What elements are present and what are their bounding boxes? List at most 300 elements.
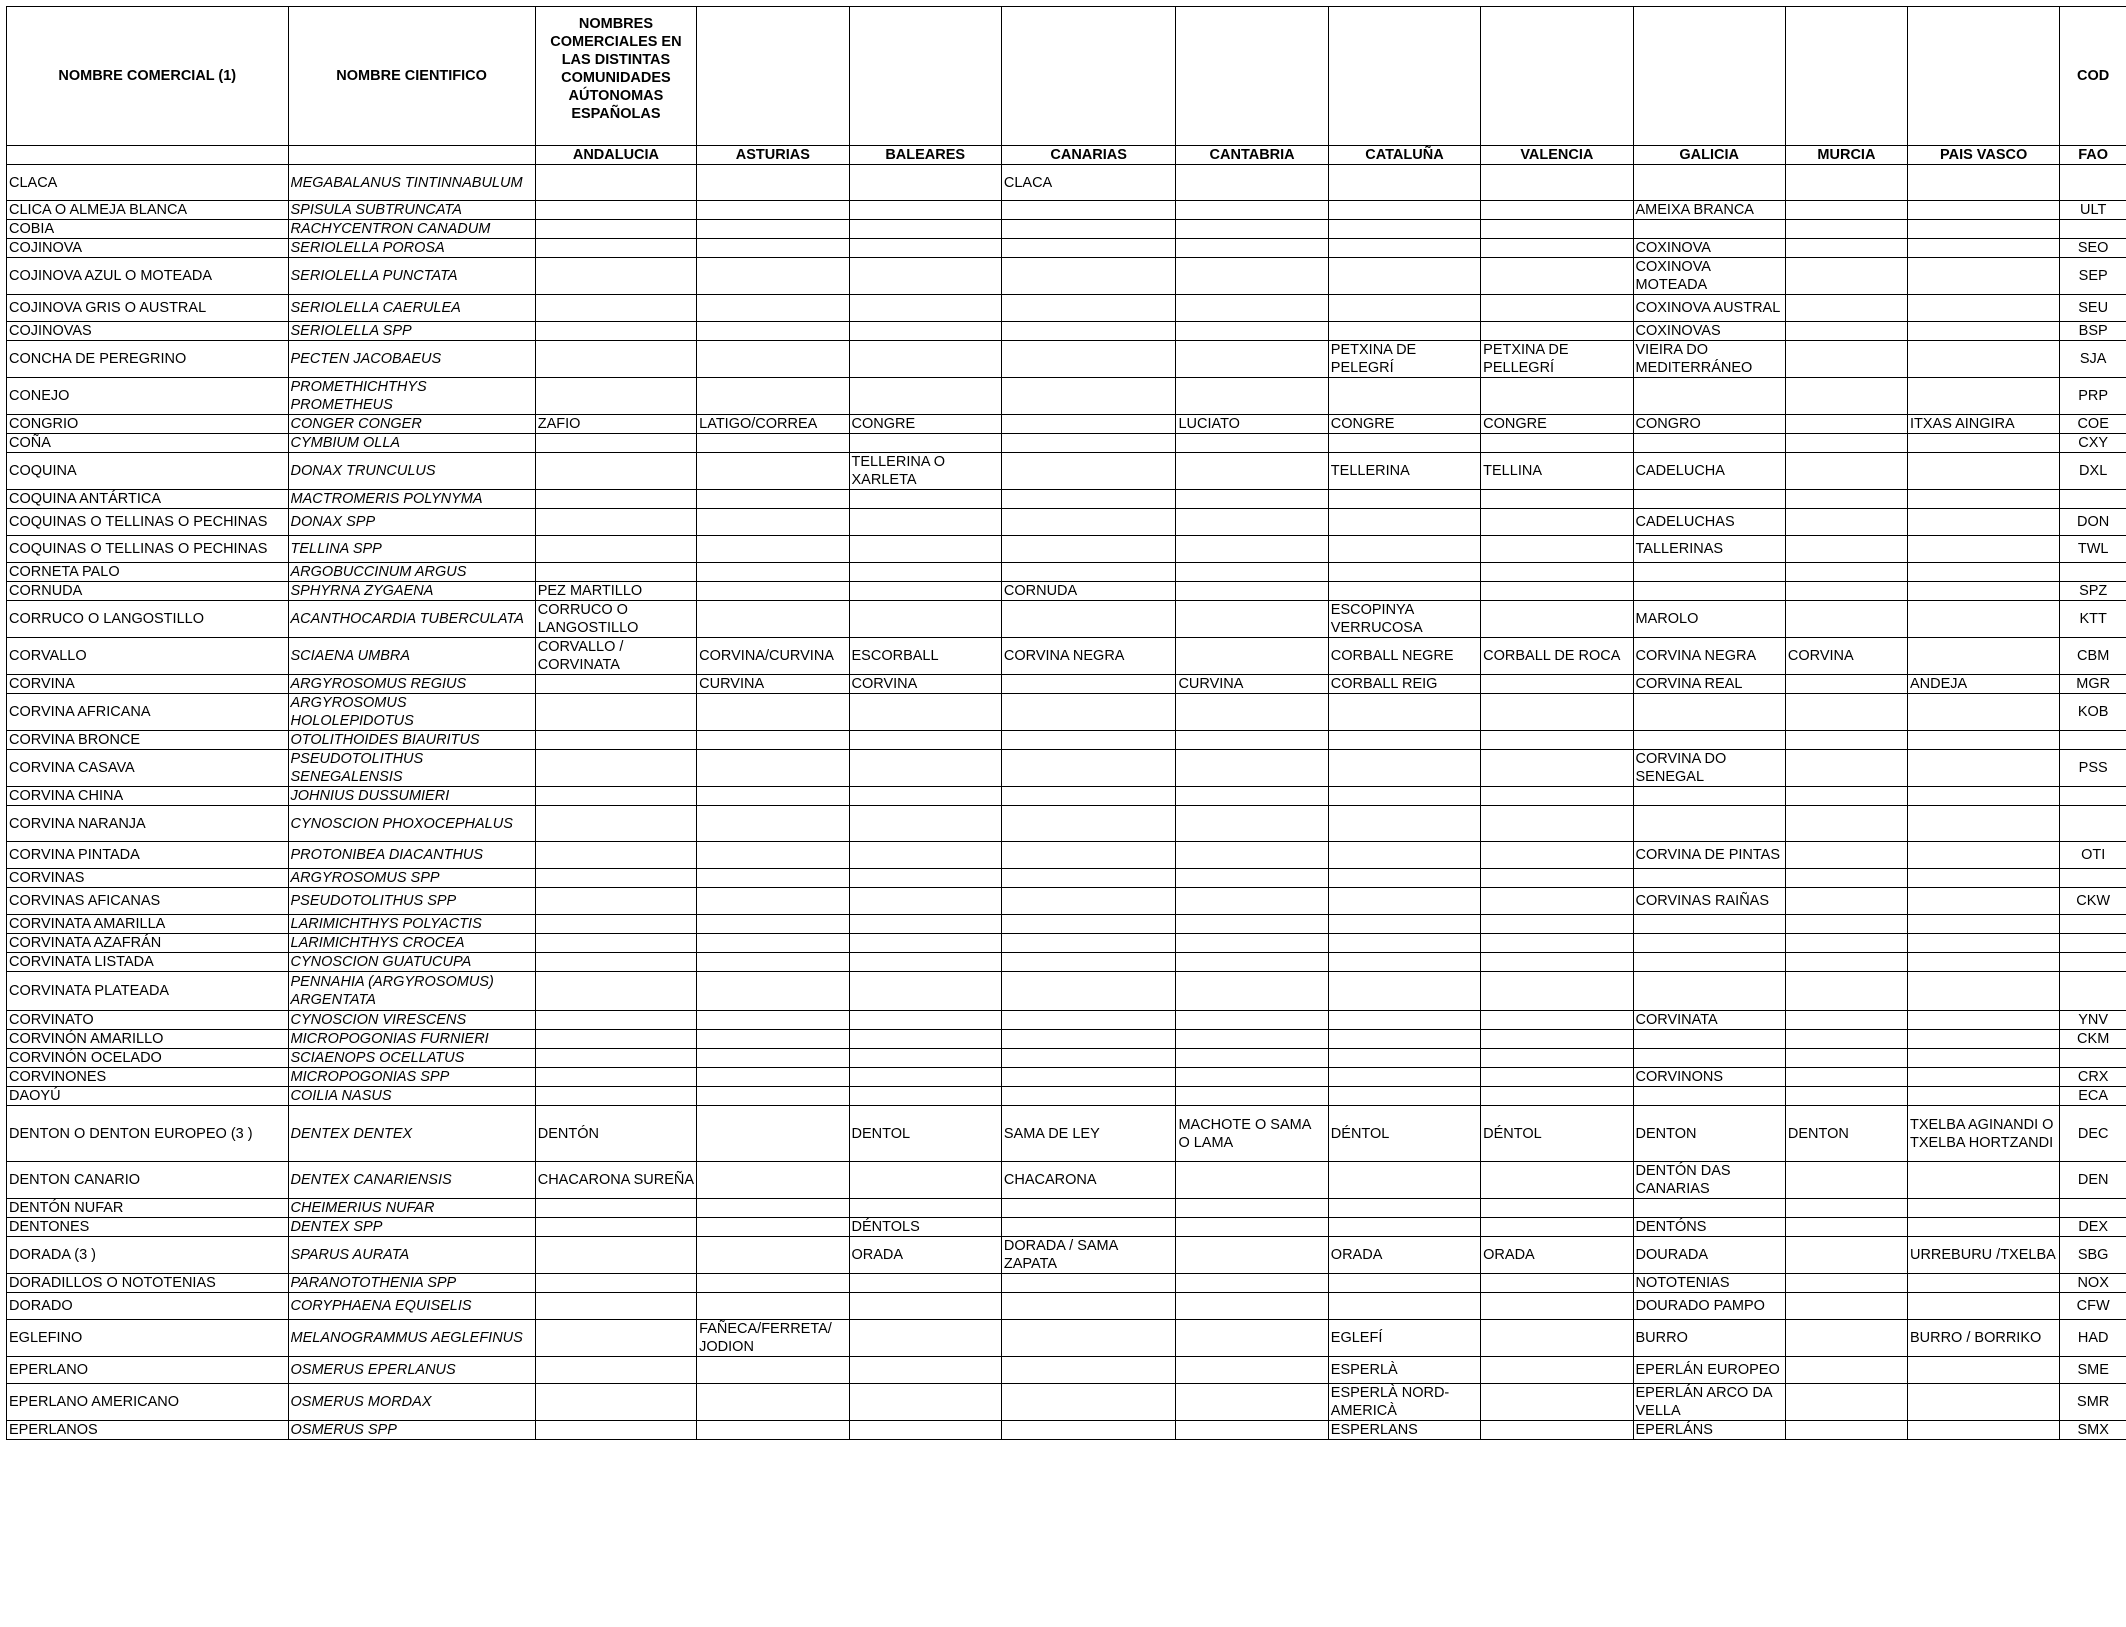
cell-region-name <box>1481 601 1633 638</box>
table-row <box>7 675 2126 694</box>
cell-region-name <box>1481 750 1633 787</box>
table-row <box>7 1237 2126 1274</box>
table-row <box>7 322 2126 341</box>
cell-region-name <box>1785 341 1907 378</box>
cell-region-name: AMEIXA BRANCA <box>1633 201 1785 220</box>
cell-region-name <box>1001 509 1176 536</box>
header-region: GALICIA <box>1633 146 1785 165</box>
table-row <box>7 1320 2126 1357</box>
cell-nombre-cientifico: DONAX TRUNCULUS <box>288 453 535 490</box>
cell-region-name <box>535 1237 696 1274</box>
cell-region-name <box>1785 1320 1907 1357</box>
cell-region-name: COXINOVA AUSTRAL <box>1633 295 1785 322</box>
cell-region-name <box>1176 239 1328 258</box>
cell-region-name: CORVINA NEGRA <box>1633 638 1785 675</box>
cell-region-name <box>1176 806 1328 842</box>
cell-region-name: ESPERLANS <box>1328 1421 1480 1440</box>
cell-region-name <box>1785 201 1907 220</box>
cell-region-name <box>535 322 696 341</box>
cell-fao-code: DON <box>2060 509 2126 536</box>
cell-region-name <box>849 1068 1001 1087</box>
cell-region-name <box>849 1049 1001 1068</box>
cell-region-name <box>1907 378 2059 415</box>
cell-region-name <box>1785 842 1907 869</box>
cell-region-name <box>1785 601 1907 638</box>
cell-region-name <box>1907 322 2059 341</box>
cell-region-name <box>849 750 1001 787</box>
cell-region-name <box>849 536 1001 563</box>
cell-region-name <box>1001 1087 1176 1106</box>
table-row <box>7 694 2126 731</box>
cell-region-name <box>1481 536 1633 563</box>
cell-nombre-cientifico: OSMERUS EPERLANUS <box>288 1357 535 1384</box>
cell-region-name <box>1633 915 1785 934</box>
cell-region-name <box>1481 888 1633 915</box>
cell-region-name <box>1176 434 1328 453</box>
cell-region-name <box>1001 563 1176 582</box>
cell-region-name <box>697 1274 849 1293</box>
cell-region-name <box>1907 888 2059 915</box>
cell-region-name <box>1633 434 1785 453</box>
table-row <box>7 378 2126 415</box>
cell-region-name <box>1481 806 1633 842</box>
cell-region-name: COXINOVA <box>1633 239 1785 258</box>
cell-region-name <box>849 165 1001 201</box>
cell-nombre-cientifico: SPHYRNA ZYGAENA <box>288 582 535 601</box>
cell-region-name: DÉNTOL <box>1328 1106 1480 1162</box>
cell-region-name <box>1785 415 1907 434</box>
cell-region-name <box>1907 1068 2059 1087</box>
cell-nombre-cientifico: SCIAENOPS OCELLATUS <box>288 1049 535 1068</box>
cell-nombre-cientifico: MICROPOGONIAS FURNIERI <box>288 1030 535 1049</box>
cell-region-name <box>1176 869 1328 888</box>
cell-region-name <box>1907 1030 2059 1049</box>
cell-nombre-comercial: CONEJO <box>7 378 289 415</box>
cell-region-name <box>535 1030 696 1049</box>
cell-region-name: BURRO <box>1633 1320 1785 1357</box>
cell-region-name <box>697 888 849 915</box>
cell-nombre-comercial: COBIA <box>7 220 289 239</box>
cell-region-name: CLACA <box>1001 165 1176 201</box>
table-row <box>7 1030 2126 1049</box>
cell-region-name <box>1785 1068 1907 1087</box>
cell-nombre-comercial: COQUINA ANTÁRTICA <box>7 490 289 509</box>
cell-region-name <box>1785 972 1907 1011</box>
cell-region-name <box>1633 787 1785 806</box>
cell-region-name <box>1328 1199 1480 1218</box>
cell-region-name <box>1328 694 1480 731</box>
cell-region-name: ANDEJA <box>1907 675 2059 694</box>
table-row <box>7 888 2126 915</box>
cell-region-name: SAMA DE LEY <box>1001 1106 1176 1162</box>
cell-region-name <box>1481 675 1633 694</box>
cell-region-name: COXINOVA MOTEADA <box>1633 258 1785 295</box>
cell-region-name <box>1176 934 1328 953</box>
cell-region-name <box>697 1421 849 1440</box>
cell-region-name: ORADA <box>849 1237 1001 1274</box>
cell-region-name <box>1328 536 1480 563</box>
cell-region-name <box>1328 295 1480 322</box>
cell-fao-code <box>2060 787 2126 806</box>
cell-nombre-comercial: CORVINAS <box>7 869 289 888</box>
cell-region-name <box>1328 434 1480 453</box>
cell-region-name <box>1001 1011 1176 1030</box>
cell-region-name <box>1176 1218 1328 1237</box>
cell-region-name <box>1481 563 1633 582</box>
cell-region-name <box>535 563 696 582</box>
cell-region-name: EPERLÁN ARCO DA VELLA <box>1633 1384 1785 1421</box>
cell-region-name <box>1176 165 1328 201</box>
cell-region-name <box>697 239 849 258</box>
cell-region-name <box>1176 322 1328 341</box>
cell-region-name <box>1001 1218 1176 1237</box>
cell-region-name <box>535 490 696 509</box>
cell-fao-code: CBM <box>2060 638 2126 675</box>
cell-region-name <box>1176 1421 1328 1440</box>
cell-region-name <box>535 1068 696 1087</box>
cell-region-name <box>1481 694 1633 731</box>
cell-nombre-cientifico: PARANOTOTHENIA SPP <box>288 1274 535 1293</box>
cell-region-name <box>1176 378 1328 415</box>
cell-region-name <box>535 972 696 1011</box>
cell-region-name <box>1001 1293 1176 1320</box>
cell-nombre-cientifico: DENTEX CANARIENSIS <box>288 1162 535 1199</box>
cell-region-name <box>1907 295 2059 322</box>
cell-region-name <box>1481 842 1633 869</box>
cell-nombre-comercial: CORVINA NARANJA <box>7 806 289 842</box>
cell-region-name <box>1907 201 2059 220</box>
cell-region-name: TELLERINA <box>1328 453 1480 490</box>
cell-region-name: CURVINA <box>697 675 849 694</box>
cell-nombre-cientifico: DENTEX SPP <box>288 1218 535 1237</box>
cell-region-name <box>535 1199 696 1218</box>
cell-nombre-comercial: CORVINA PINTADA <box>7 842 289 869</box>
cell-nombre-cientifico: CORYPHAENA EQUISELIS <box>288 1293 535 1320</box>
cell-region-name <box>849 1274 1001 1293</box>
cell-nombre-comercial: COQUINA <box>7 453 289 490</box>
cell-nombre-cientifico: OSMERUS SPP <box>288 1421 535 1440</box>
cell-region-name <box>1481 295 1633 322</box>
cell-region-name <box>1633 1030 1785 1049</box>
cell-region-name <box>1633 869 1785 888</box>
table-row <box>7 1274 2126 1293</box>
cell-region-name: DENTÓN DAS CANARIAS <box>1633 1162 1785 1199</box>
cell-region-name: CADELUCHAS <box>1633 509 1785 536</box>
cell-region-name <box>1633 694 1785 731</box>
table-row <box>7 434 2126 453</box>
cell-region-name <box>697 694 849 731</box>
cell-region-name: DENTÓNS <box>1633 1218 1785 1237</box>
cell-nombre-cientifico: RACHYCENTRON CANADUM <box>288 220 535 239</box>
table-row <box>7 869 2126 888</box>
cell-region-name <box>697 509 849 536</box>
cell-region-name <box>1481 434 1633 453</box>
cell-region-name <box>1907 1049 2059 1068</box>
cell-region-name <box>1785 1162 1907 1199</box>
cell-region-name <box>535 1087 696 1106</box>
cell-region-name <box>1785 490 1907 509</box>
cell-region-name <box>1785 239 1907 258</box>
cell-region-name <box>1481 1218 1633 1237</box>
cell-nombre-cientifico: PROMETHICHTHYS PROMETHEUS <box>288 378 535 415</box>
cell-fao-code: CKM <box>2060 1030 2126 1049</box>
table-row <box>7 165 2126 201</box>
cell-nombre-comercial: EPERLANO <box>7 1357 289 1384</box>
cell-region-name <box>1785 1274 1907 1293</box>
cell-region-name <box>1633 731 1785 750</box>
cell-region-name <box>1907 1162 2059 1199</box>
table-row <box>7 1199 2126 1218</box>
cell-region-name <box>1907 341 2059 378</box>
cell-region-name <box>1328 322 1480 341</box>
header-region: ASTURIAS <box>697 146 849 165</box>
cell-region-name <box>697 934 849 953</box>
cell-nombre-comercial: CORRUCO O LANGOSTILLO <box>7 601 289 638</box>
cell-region-name <box>535 1320 696 1357</box>
cell-region-name <box>697 1199 849 1218</box>
cell-region-name <box>1328 842 1480 869</box>
cell-region-name <box>697 953 849 972</box>
table-row <box>7 341 2126 378</box>
cell-region-name: DÉNTOLS <box>849 1218 1001 1237</box>
cell-region-name <box>697 563 849 582</box>
table-row <box>7 1011 2126 1030</box>
cell-region-name <box>1328 239 1480 258</box>
cell-region-name: PEZ MARTILLO <box>535 582 696 601</box>
cell-region-name <box>697 787 849 806</box>
cell-region-name <box>1907 1011 2059 1030</box>
cell-region-name <box>1633 972 1785 1011</box>
cell-region-name <box>1481 378 1633 415</box>
cell-region-name <box>1001 972 1176 1011</box>
cell-region-name: DÉNTOL <box>1481 1106 1633 1162</box>
cell-region-name <box>1785 1199 1907 1218</box>
cell-region-name <box>697 220 849 239</box>
cell-region-name <box>697 582 849 601</box>
cell-region-name <box>1328 1011 1480 1030</box>
table-row <box>7 806 2126 842</box>
cell-fao-code: PRP <box>2060 378 2126 415</box>
cell-region-name <box>1907 842 2059 869</box>
cell-region-name <box>1785 295 1907 322</box>
cell-region-name <box>535 675 696 694</box>
cell-region-name <box>1176 490 1328 509</box>
cell-region-name <box>1633 1049 1785 1068</box>
cell-region-name <box>1907 1357 2059 1384</box>
cell-region-name <box>1633 806 1785 842</box>
cell-region-name <box>1176 731 1328 750</box>
cell-region-name <box>1785 322 1907 341</box>
cell-nombre-cientifico: LARIMICHTHYS CROCEA <box>288 934 535 953</box>
cell-region-name <box>1001 842 1176 869</box>
table-row <box>7 750 2126 787</box>
cell-region-name <box>1633 934 1785 953</box>
cell-fao-code <box>2060 869 2126 888</box>
cell-region-name <box>849 1162 1001 1199</box>
cell-region-name <box>1001 415 1176 434</box>
cell-region-name <box>697 1162 849 1199</box>
cell-region-name <box>1001 953 1176 972</box>
cell-region-name: MAROLO <box>1633 601 1785 638</box>
cell-region-name <box>1481 1293 1633 1320</box>
cell-region-name <box>697 1049 849 1068</box>
cell-region-name <box>697 842 849 869</box>
cell-nombre-comercial: EGLEFINO <box>7 1320 289 1357</box>
cell-region-name <box>849 1421 1001 1440</box>
cell-region-name <box>697 295 849 322</box>
cell-region-name <box>1001 1274 1176 1293</box>
cell-region-name <box>1328 750 1480 787</box>
table-row <box>7 1357 2126 1384</box>
cell-region-name <box>1785 258 1907 295</box>
table-row <box>7 1162 2126 1199</box>
cell-region-name: PETXINA DE PELEGRÍ <box>1328 341 1480 378</box>
cell-region-name <box>1001 694 1176 731</box>
cell-nombre-cientifico: ACANTHOCARDIA TUBERCULATA <box>288 601 535 638</box>
table-row <box>7 415 2126 434</box>
table-row <box>7 1068 2126 1087</box>
cell-region-name <box>1481 915 1633 934</box>
cell-region-name <box>1481 953 1633 972</box>
cell-region-name <box>1328 378 1480 415</box>
cell-region-name <box>1785 536 1907 563</box>
cell-fao-code <box>2060 915 2126 934</box>
cell-region-name <box>1001 915 1176 934</box>
cell-region-name <box>1481 1087 1633 1106</box>
cell-region-name <box>1785 1030 1907 1049</box>
cell-region-name <box>1328 869 1480 888</box>
cell-region-name <box>1176 1274 1328 1293</box>
cell-fao-code: MGR <box>2060 675 2126 694</box>
cell-region-name <box>849 601 1001 638</box>
cell-region-name <box>697 201 849 220</box>
cell-region-name <box>697 601 849 638</box>
cell-region-name <box>849 1357 1001 1384</box>
cell-fao-code: DEX <box>2060 1218 2126 1237</box>
cell-region-name <box>849 1320 1001 1357</box>
cell-region-name: EGLEFÍ <box>1328 1320 1480 1357</box>
cell-fao-code: KOB <box>2060 694 2126 731</box>
cell-region-name: CONGRE <box>1328 415 1480 434</box>
table-row <box>7 536 2126 563</box>
cell-nombre-cientifico: DONAX SPP <box>288 509 535 536</box>
cell-nombre-comercial: CORVINA <box>7 675 289 694</box>
cell-fao-code: SMR <box>2060 1384 2126 1421</box>
table-row <box>7 1384 2126 1421</box>
cell-fao-code <box>2060 731 2126 750</box>
cell-region-name <box>1001 295 1176 322</box>
cell-region-name <box>1907 934 2059 953</box>
cell-region-name: TELLERINA O XARLETA <box>849 453 1001 490</box>
cell-region-name <box>1001 787 1176 806</box>
cell-region-name <box>1481 490 1633 509</box>
cell-region-name <box>535 694 696 731</box>
table-row <box>7 1218 2126 1237</box>
cell-region-name <box>849 378 1001 415</box>
table-row <box>7 731 2126 750</box>
table-row <box>7 582 2126 601</box>
cell-nombre-comercial: CORVINATO <box>7 1011 289 1030</box>
header-region: CATALUÑA <box>1328 146 1480 165</box>
cell-region-name: DORADA / SAMA ZAPATA <box>1001 1237 1176 1274</box>
cell-region-name: URREBURU /TXELBA <box>1907 1237 2059 1274</box>
table-row <box>7 787 2126 806</box>
cell-region-name <box>1907 220 2059 239</box>
cell-region-name <box>1328 1087 1480 1106</box>
cell-region-name <box>697 869 849 888</box>
cell-region-name: CORVINAS RAIÑAS <box>1633 888 1785 915</box>
cell-fao-code: TWL <box>2060 536 2126 563</box>
header-fao: FAO <box>2060 146 2126 165</box>
cell-region-name <box>1328 165 1480 201</box>
table-row <box>7 953 2126 972</box>
cell-region-name <box>1785 1087 1907 1106</box>
cell-nombre-cientifico: SERIOLELLA CAERULEA <box>288 295 535 322</box>
cell-region-name: CONGRO <box>1633 415 1785 434</box>
table-row <box>7 453 2126 490</box>
cell-region-name <box>1481 1049 1633 1068</box>
cell-region-name <box>697 1106 849 1162</box>
cell-region-name <box>1176 1237 1328 1274</box>
cell-fao-code <box>2060 953 2126 972</box>
cell-region-name <box>1481 1384 1633 1421</box>
cell-fao-code: BSP <box>2060 322 2126 341</box>
cell-region-name: BURRO / BORRIKO <box>1907 1320 2059 1357</box>
cell-region-name <box>1907 536 2059 563</box>
cell-region-name <box>1176 453 1328 490</box>
cell-region-name <box>1785 1011 1907 1030</box>
cell-region-name: CORBALL DE ROCA <box>1481 638 1633 675</box>
cell-region-name <box>1481 972 1633 1011</box>
cell-region-name <box>1481 258 1633 295</box>
cell-region-name <box>1328 1293 1480 1320</box>
cell-region-name <box>535 953 696 972</box>
cell-nombre-comercial: COQUINAS O TELLINAS O PECHINAS <box>7 536 289 563</box>
cell-region-name <box>1001 341 1176 378</box>
cell-region-name <box>535 1357 696 1384</box>
cell-region-name <box>535 915 696 934</box>
cell-region-name <box>1785 1049 1907 1068</box>
cell-nombre-comercial: DENTÓN NUFAR <box>7 1199 289 1218</box>
cell-region-name <box>1001 1384 1176 1421</box>
cell-fao-code: CRX <box>2060 1068 2126 1087</box>
cell-nombre-cientifico: SERIOLELLA SPP <box>288 322 535 341</box>
cell-region-name <box>1481 165 1633 201</box>
cell-region-name <box>1633 378 1785 415</box>
cell-nombre-cientifico: TELLINA SPP <box>288 536 535 563</box>
cell-region-name <box>1176 1357 1328 1384</box>
cell-region-name <box>1176 582 1328 601</box>
cell-region-name: CORVALLO / CORVINATA <box>535 638 696 675</box>
cell-region-name <box>849 1087 1001 1106</box>
cell-fao-code: SME <box>2060 1357 2126 1384</box>
cell-region-name <box>1481 869 1633 888</box>
cell-region-name <box>535 1218 696 1237</box>
cell-region-name <box>1907 239 2059 258</box>
cell-region-name <box>1907 453 2059 490</box>
cell-region-name <box>1001 220 1176 239</box>
cell-fao-code: COE <box>2060 415 2126 434</box>
cell-region-name <box>1633 953 1785 972</box>
cell-region-name <box>1176 536 1328 563</box>
cell-region-name <box>1633 220 1785 239</box>
cell-nombre-comercial: DORADILLOS O NOTOTENIAS <box>7 1274 289 1293</box>
table-row <box>7 1087 2126 1106</box>
cell-region-name: ESPERLÀ <box>1328 1357 1480 1384</box>
cell-region-name <box>535 731 696 750</box>
cell-region-name: DENTÓN <box>535 1106 696 1162</box>
table-row <box>7 601 2126 638</box>
